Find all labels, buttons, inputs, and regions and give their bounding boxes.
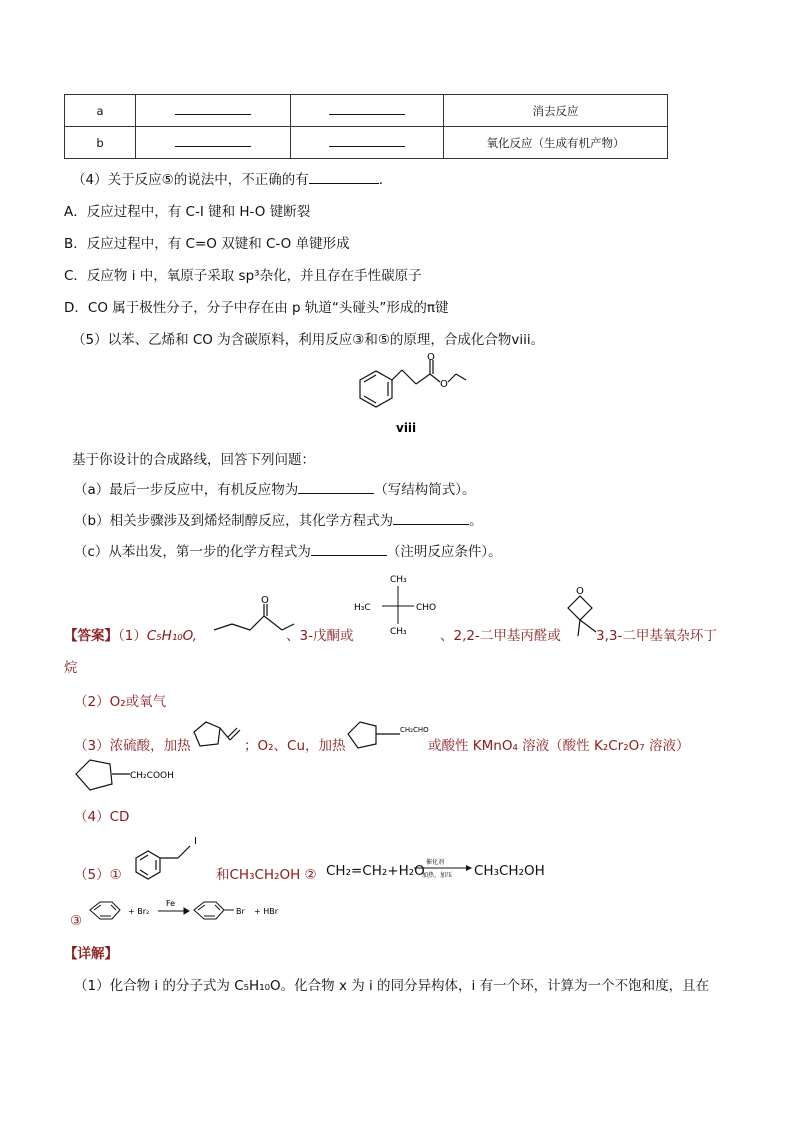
ch3-bottom: CH₃ — [390, 627, 407, 637]
eq-reactants: CH₂=CH₂+H₂O — [326, 863, 425, 879]
answer-blank-cell — [136, 127, 291, 159]
q5-c-post: （注明反应条件）。 — [386, 544, 502, 560]
answer-formula: C₅H₁₀O, — [146, 628, 198, 644]
answer-5-prefix: （5）① — [74, 867, 122, 883]
ch3-top: CH₃ — [390, 575, 407, 585]
answer-blank-cell — [291, 95, 444, 127]
benzene-bromination-equation — [84, 892, 294, 930]
answer-line-1 — [64, 624, 197, 644]
answer-blank-cell — [136, 95, 291, 127]
q5-intro: 基于你设计的合成路线，回答下列问题： — [72, 452, 315, 468]
answer-name-3: 3,3-二甲基氧杂环丁 — [596, 628, 717, 644]
pentan-3-one-structure — [208, 594, 298, 644]
answer-5-product: CH₃CH₂OH — [474, 863, 545, 879]
br2-label: + Br₂ — [128, 907, 150, 916]
answer-5-equation — [326, 863, 425, 879]
q5-a-text: （a）最后一步反应中，有机反应物为 — [74, 482, 299, 498]
compound-viii-structure — [338, 352, 468, 442]
q4-stem-end: ． — [378, 172, 393, 188]
reaction-arrow — [412, 855, 472, 881]
q5-a-post: （写结构简式）。 — [374, 482, 476, 498]
q4-option-b: B．反应过程中，有 C=O 双键和 C-O 单键形成 — [64, 236, 350, 252]
reaction-table — [64, 94, 668, 159]
iodoethylbenzene-structure — [124, 832, 224, 884]
reaction-type: 氧化反应（生成有机产物） — [444, 127, 668, 159]
cyclopentylacetic-acid-structure — [70, 752, 190, 798]
ch2cho-label: CH₂CHO — [400, 726, 429, 734]
answer-blank-cell — [291, 127, 444, 159]
answer-name-1 — [286, 624, 353, 644]
answer-name-3-wrap: 烷 — [64, 660, 78, 676]
answer-5-3: ③ — [70, 913, 83, 929]
catalyst-label: 催化剂 — [426, 859, 445, 866]
q5-b-post: 。 — [469, 513, 483, 529]
answer-3-mid: ；O₂、Cu，加热 — [244, 738, 346, 754]
br-label: Br — [236, 907, 245, 916]
q5-part-a — [74, 478, 476, 498]
oxetane-o-label: O — [576, 586, 584, 597]
ch2cooh-label: CH₂COOH — [130, 771, 174, 781]
vinylcyclopentane-structure — [186, 710, 246, 756]
ester-o-label: O — [440, 379, 448, 390]
q4-option-a: A．反应过程中，有 C-I 键和 H-O 键断裂 — [64, 204, 311, 220]
carbonyl-o-label: O — [427, 352, 435, 363]
hbr-label: + HBr — [254, 907, 279, 916]
q4-option-d: D．CO 属于极性分子，分子中存在由 p 轨道“头碰头”形成的π键 — [64, 300, 449, 316]
q5-b-text: （b）相关步骤涉及到烯烃制醇反应，其化学方程式为 — [74, 513, 394, 529]
detail-text: （1）化合物 i 的分子式为 C₅H₁₀O。化合物 x 为 i 的同分异构体，i 有一个环，计算为一个不饱和度，且在 — [74, 978, 710, 994]
answer-4: （4）CD — [74, 809, 130, 825]
ketone-o-label: O — [261, 595, 269, 606]
answer-2: （2）O₂或氧气 — [74, 694, 167, 710]
pivaldehyde-structure — [352, 570, 452, 640]
answer-5-and: 和CH₃CH₂OH ② — [216, 867, 317, 883]
detail-tag: 【详解】 — [64, 946, 118, 962]
q5-part-b — [74, 509, 483, 529]
sep: 、 — [286, 628, 300, 644]
q5-c-text: （c）从苯出发，第一步的化学方程式为 — [74, 544, 311, 560]
q4-stem — [72, 168, 392, 188]
answer-3-post: 或酸性 KMnO₄ 溶液（酸性 K₂Cr₂O₇ 溶液） — [428, 738, 690, 754]
table-row — [65, 95, 668, 127]
condition-label: 加热、加压 — [422, 872, 453, 879]
q4-option-c: C．反应物 i 中，氧原子采取 sp³杂化，并且存在手性碳原子 — [64, 268, 422, 284]
answer-1-prefix: （1） — [118, 628, 147, 644]
answer-3-pre: （3）浓硫酸，加热 — [74, 738, 191, 754]
iodo-label: I — [194, 836, 197, 847]
q5-part-c — [74, 540, 502, 560]
row-label: a — [65, 95, 136, 127]
name-3-pentanone: 3-戊酮或 — [299, 628, 354, 644]
cyclopentylacetaldehyde-structure — [342, 714, 432, 754]
compound-label: viii — [396, 421, 417, 435]
fe-label: Fe — [166, 899, 176, 908]
q5-stem: （5）以苯、乙烯和 CO 为含碳原料，利用反应③和⑤的原理，合成化合物viii。 — [72, 332, 545, 348]
table-row — [65, 127, 668, 159]
h3c-left: H₃C — [354, 603, 371, 613]
answer-name-2: 、2,2-二甲基丙醛或 — [440, 628, 561, 644]
row-label: b — [65, 127, 136, 159]
cho-right: CHO — [416, 603, 437, 613]
reaction-type: 消去反应 — [444, 95, 668, 127]
q4-stem-text: （4）关于反应⑤的说法中，不正确的有 — [72, 172, 309, 188]
answer-tag: 【答案】 — [64, 628, 118, 644]
